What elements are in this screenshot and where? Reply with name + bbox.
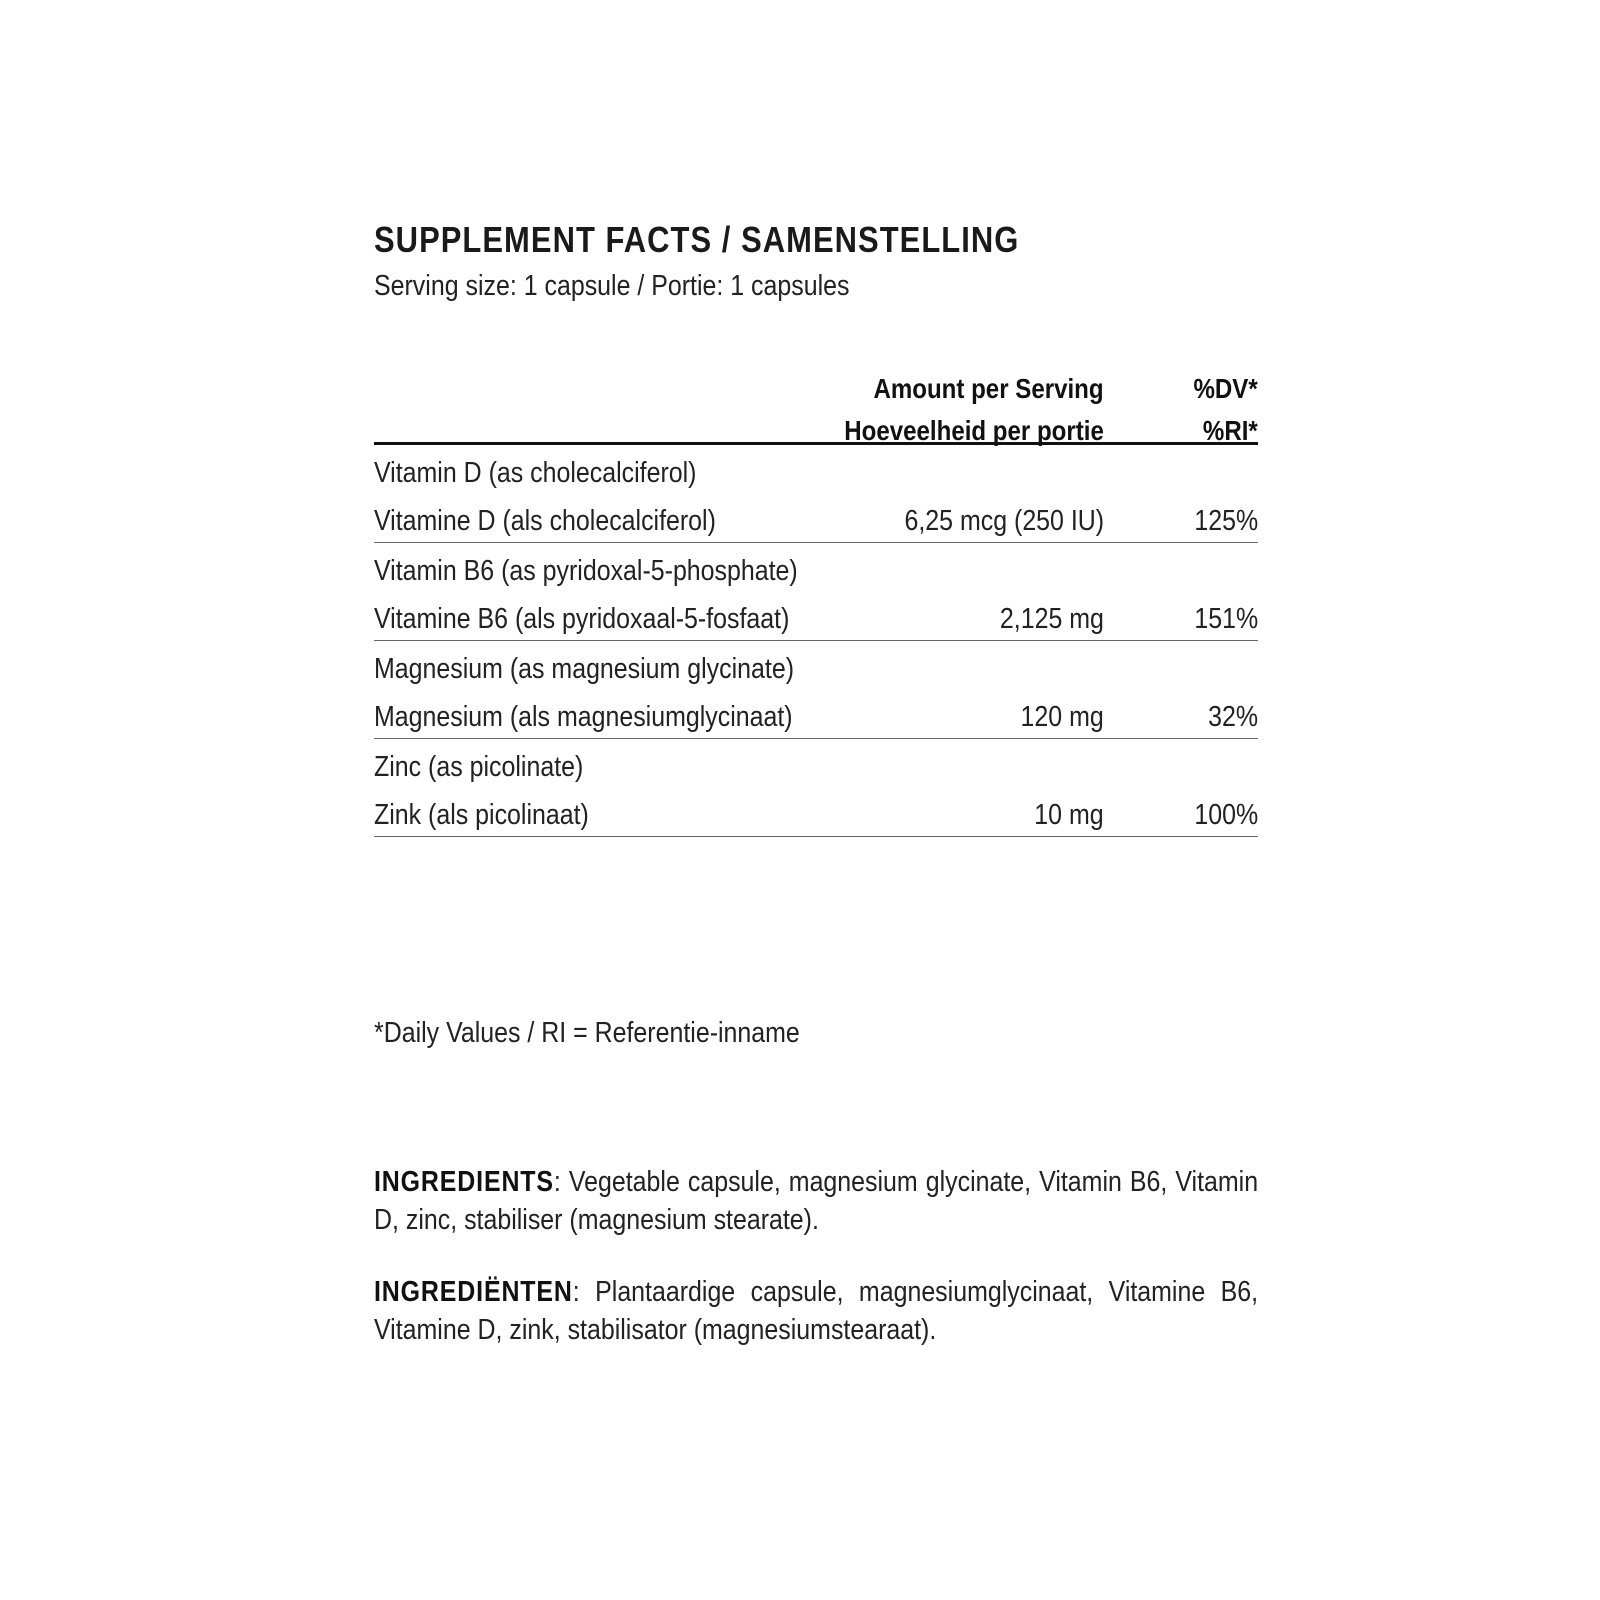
ingredients-nl [374,1273,1258,1349]
table-row [374,641,1258,739]
nutrient-dv: 32% [1208,701,1258,733]
dv-header-en: %DV* [1193,373,1258,404]
nutrient-name-en: Vitamin D (as cholecalciferol) [374,457,697,489]
table-row [374,445,1258,543]
nutrient-amount: 120 mg [1020,701,1104,733]
nutrient-amount: 2,125 mg [1000,603,1104,635]
nutrient-name-nl: Vitamine D (als cholecalciferol) [374,505,716,537]
ingredients-text-en: : Vegetable capsule, magnesium glycinate, Vitamin B6, Vitamin D, zinc, stabiliser (magnesium stearate). [374,1166,1259,1236]
nutrient-name-en: Vitamin B6 (as pyridoxal-5-phosphate) [374,555,798,587]
amount-header-en: Amount per Serving [873,373,1104,404]
dv-header-nl: %RI* [1203,415,1258,446]
table-header [374,368,1258,445]
ingredients-label-en: INGREDIENTS [374,1166,554,1198]
nutrient-name-nl: Magnesium (als magnesiumglycinaat) [374,701,793,733]
nutrient-dv: 151% [1194,603,1258,635]
supplement-facts-table [374,368,1258,1049]
serving-size: Serving size: 1 capsule / Portie: 1 capsules [374,270,850,302]
nutrient-name-nl: Vitamine B6 (als pyridoxaal-5-fosfaat) [374,603,790,635]
table-row [374,543,1258,641]
ingredients-label-nl: INGREDIËNTEN [374,1276,573,1308]
page-title: SUPPLEMENT FACTS / SAMENSTELLING [374,219,1020,260]
nutrient-dv: 125% [1194,505,1258,537]
footnote [374,1013,869,1053]
ingredients-text-nl: : Plantaardige capsule, magnesiumglycinaat, Vitamine B6, Vitamine D, zink, stabilisator (magnesiumstearaat). [374,1276,1259,1346]
nutrient-name-en: Zinc (as picolinate) [374,751,584,783]
nutrient-dv: 100% [1194,799,1258,831]
table-row [374,739,1258,837]
nutrient-amount: 10 mg [1034,799,1104,831]
amount-header-nl: Hoeveelheid per portie [844,415,1104,446]
footnote-text: *Daily Values / RI = Referentie-inname [374,1017,800,1049]
nutrient-amount: 6,25 mcg (250 IU) [904,505,1104,537]
supplement-facts-panel [374,218,1259,1346]
ingredients-en [374,1163,1258,1239]
nutrient-name-nl: Zink (als picolinaat) [374,799,589,831]
nutrient-name-en: Magnesium (as magnesium glycinate) [374,653,795,685]
